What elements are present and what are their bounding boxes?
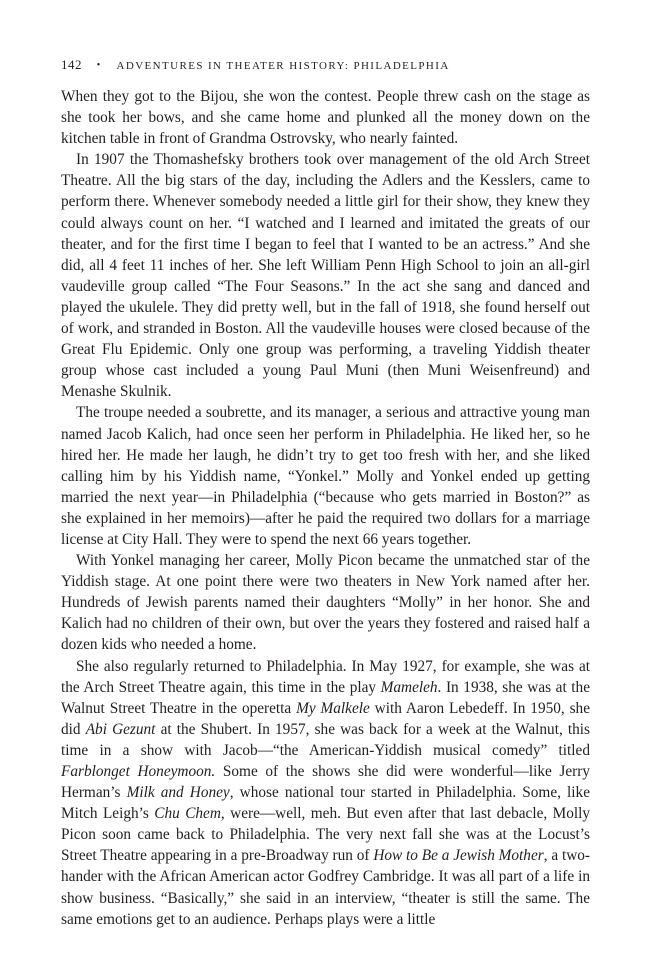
italic-title: Mameleh — [380, 678, 438, 696]
bullet-separator: • — [96, 60, 102, 71]
text-run: She also regularly returned to Philadelphia. In May 1927, for example, she was at the Arch Street Theatre again, this time in the play — [61, 657, 590, 696]
paragraph — [61, 656, 590, 930]
text-run: with Aaron Lebedeff. In 1950, she did — [61, 699, 590, 738]
running-head — [61, 57, 590, 73]
text-run: With Yonkel managing her career, Molly Picon became the unmatched star of the Yiddish stage. At one point there were two theaters in New York named after her. Hundreds of Jewish parents named their daughters “Molly” in her honor. She and Kalich had no children of their own, but over the years they fostered and raised half a dozen kids who needed a home. — [61, 552, 590, 654]
text-run: Some of the shows she did were wonderful—like Jerry Herman’s — [61, 763, 590, 802]
paragraph — [61, 149, 590, 402]
italic-title: Farblonget Honeymoon. — [61, 763, 216, 780]
paragraph — [61, 86, 590, 149]
italic-title: Chu Chem — [154, 805, 221, 823]
text-run: In 1907 the Thomashefsky brothers took over management of the old Arch Street Theatre. All the big stars of the day, including the Adlers and the Kesslers, came to perform there. Whenever somebody needed a little girl for their show, they knew they could always count on her. “I watched and I learned and imitated the greats of our theater, and for the first time I began to feel that I wanted to be an actress.” And she did, all 4 feet 11 inches of her. She left William Penn High School to join an all-girl vaudeville group called “The Four Seasons.” In the act she sang and danced and played the ukulele. They did pretty well, but in the fall of 1918, she found herself out of work, and stranded in Boston. All the vaudeville houses were closed because of the Great Flu Epidemic. Only one group was performing, a traveling Yiddish theater group whose cast included a young Paul Muni (then Muni Weisenfreund) and Menashe Skulnik. — [61, 151, 590, 401]
running-title: ADVENTURES IN THEATER HISTORY: PHILADELPHIA — [116, 60, 450, 72]
text-run: at the Shubert. In 1957, she was back for a week at the Walnut, this time in a show with Jacob—“the American-Yiddish musical comedy” titled — [61, 720, 591, 759]
text-run: When they got to the Bijou, she won the contest. People threw cash on the stage as she took her bows, and she came home and plunked all the money down on the kitchen table in front of Grandma Ostrovsky, who nearly fainted. — [61, 88, 590, 148]
page-number: 142 — [61, 57, 82, 72]
text-run: The troupe needed a soubrette, and its manager, a serious and attractive young man named Jacob Kalich, had once seen her perform in Philadelphia. He liked her, so he hired her. He made her laugh, he didn’t try to get too fresh with her, and she liked calling him by his Yiddish name, “Yonkel.” Molly and Yonkel ended up getting married the next year—in Philadelphia (“because who gets married in Boston?” as she explained in her memoirs)—after he paid the required two dollars for a marriage license at City Hall. They were to spend the next 66 years together. — [61, 404, 590, 548]
italic-title: How to Be a Jewish Mother — [373, 847, 544, 865]
paragraph — [61, 402, 590, 550]
body-text — [61, 86, 590, 930]
text-run: , whose national tour started in Philadelphia. Some, like Mitch Leigh’s — [61, 784, 590, 823]
italic-title: My Malkele — [296, 699, 370, 717]
text-run: , were—well, meh. But even after that last debacle, Molly Picon soon came back to Philadelphia. The very next fall she was at the Locust’s Street Theatre appearing in a pre-Broadway run of — [61, 805, 591, 865]
italic-title: Milk and Honey — [126, 784, 230, 802]
paragraph — [61, 550, 590, 655]
italic-title: Abi Gezunt — [85, 720, 156, 738]
text-run: . In 1938, she was at the Walnut Street Theatre in the operetta — [61, 678, 590, 717]
text-run: , a two-hander with the African American actor Godfrey Cambridge. It was all part of a life in show business. “Basically,” she said in an interview, “theater is still the same. The same emotions get to an audience. Perhaps plays were a little — [61, 847, 591, 928]
